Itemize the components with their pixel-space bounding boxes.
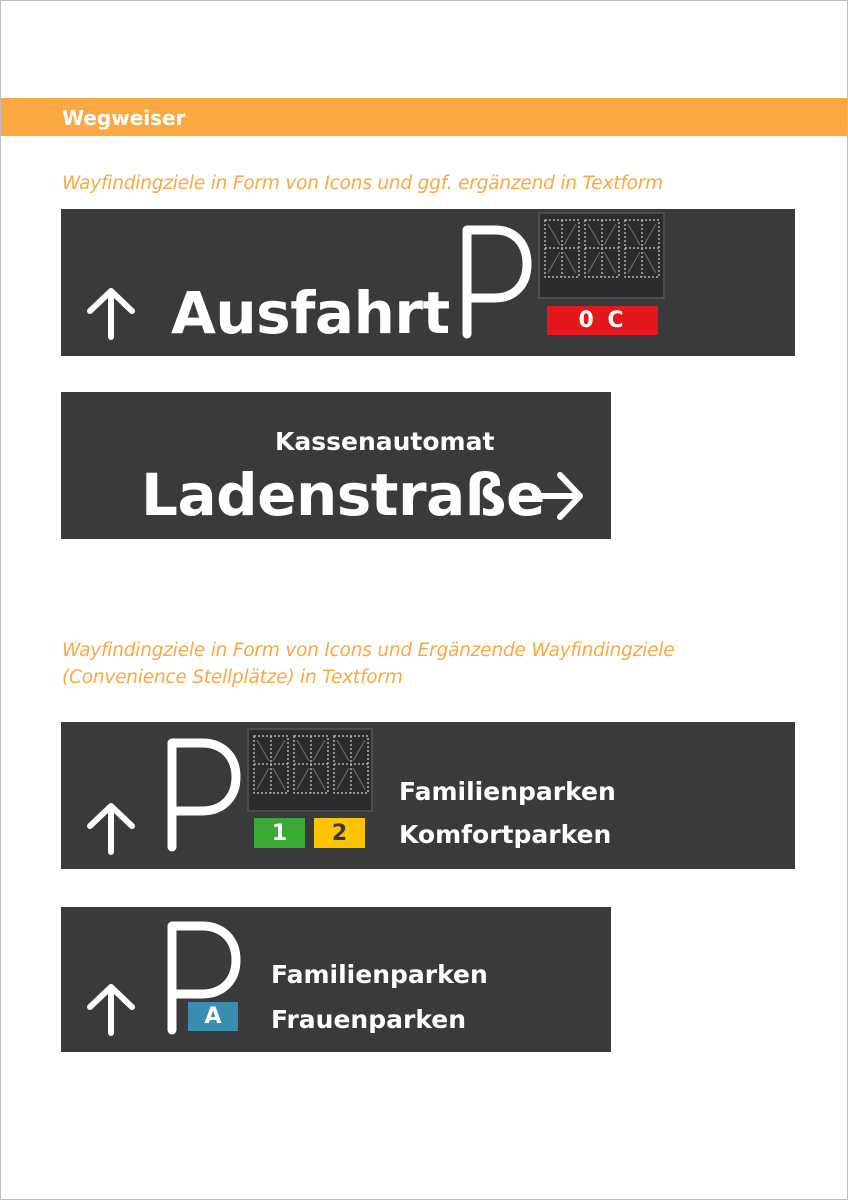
- sign-line-familienparken: Familienparken: [271, 960, 488, 989]
- sign-destination-ladenstrasse: Ladenstraße: [141, 461, 545, 529]
- sign-ladenstrasse: [61, 392, 611, 539]
- sign-line-frauenparken: Frauenparken: [271, 1005, 467, 1034]
- sign-area-a: [61, 907, 611, 1052]
- arrow-right-icon: [532, 470, 588, 526]
- digital-counter-display: [538, 212, 665, 302]
- sign-convenience-levels: [61, 722, 795, 869]
- sign-ausfahrt: [61, 209, 795, 356]
- sign-destination-ausfahrt: Ausfahrt: [171, 279, 450, 347]
- caption-icons-text: Wayfindingziele in Form von Icons und ggf. ergänzend in Textform: [62, 173, 663, 194]
- sign-line-komfortparken: Komfortparken: [399, 820, 612, 849]
- level-badge-yellow: 2: [314, 818, 365, 848]
- arrow-up-icon: [85, 287, 141, 343]
- caption-convenience-line1: Wayfindingziele in Form von Icons und Ergänzende Wayfindingziele: [62, 640, 675, 661]
- arrow-up-icon: [85, 983, 141, 1039]
- parking-p-icon: [461, 224, 531, 339]
- level-badge-green: 1: [254, 818, 305, 848]
- parking-p-icon: [166, 737, 241, 852]
- arrow-up-icon: [85, 802, 141, 858]
- digital-counter-display: [247, 728, 373, 814]
- sign-subtitle-kassenautomat: Kassenautomat: [275, 427, 495, 456]
- area-badge-blue: A: [188, 1002, 238, 1031]
- section-title: Wegweiser: [62, 106, 186, 130]
- sign-line-familienparken: Familienparken: [399, 777, 616, 806]
- status-badge-red: 0 C: [547, 306, 658, 335]
- caption-convenience-line2: (Convenience Stellplätze) in Textform: [62, 667, 403, 688]
